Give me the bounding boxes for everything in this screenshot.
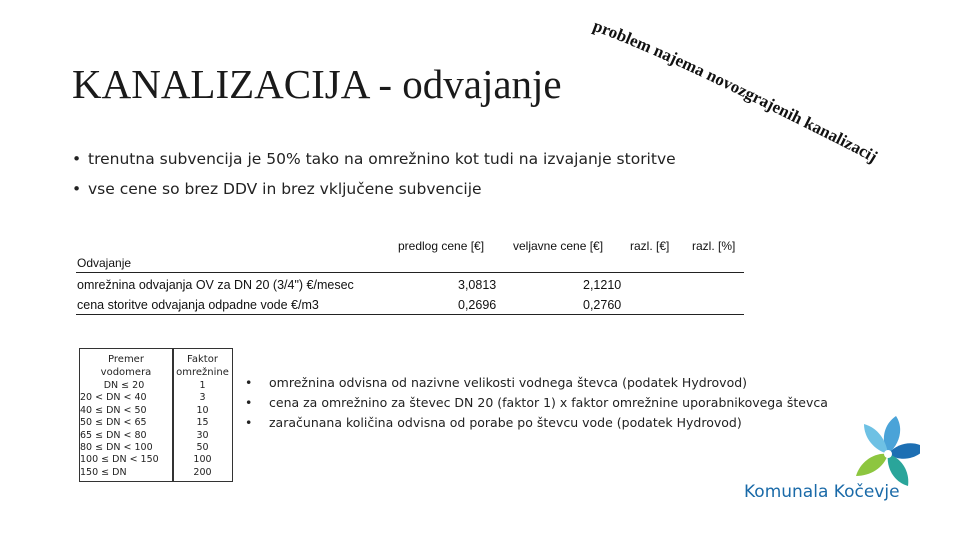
factor-row-value: 30 [196,429,209,441]
komunala-logo-icon [740,410,920,520]
header-veljavne: veljavne cene [€] [513,239,604,253]
factor-row-range: 150 ≤ DN [80,466,127,478]
section-label: Odvajanje [77,256,132,270]
bullet-icon: • [72,150,82,168]
bullet-item: • vse cene so brez DDV in brez vključene subvencije [72,180,482,198]
row-predlog: 3,0813 [458,278,497,292]
header-premer: Premer vodomera [100,354,152,378]
factor-row-range: 20 < DN < 40 [80,392,147,404]
table-divider [76,272,744,273]
row-label: omrežnina odvajanja OV za DN 20 (3/4") €/mesec [77,278,354,292]
bullet-icon: • [245,395,253,410]
table-divider [76,314,744,315]
factor-row-value: 200 [193,466,212,478]
row-label: cena storitve odvajanja odpadne vode €/m3 [77,298,319,312]
row-veljavne: 2,1210 [583,278,622,292]
note-item: • omrežnina odvisna od nazivne velikosti vodnega števca (podatek Hydrovod) [245,375,748,390]
note-item: • cena za omrežnino za števec DN 20 (faktor 1) x faktor omrežnine uporabnikovega števca [245,395,828,410]
bullet-item: • trenutna subvencija je 50% tako na omrežnino kot tudi na izvajanje storitve [72,150,676,168]
factor-row-value: 10 [196,404,209,416]
factor-row-range: DN ≤ 20 [103,380,145,391]
bullet-icon: • [72,180,82,198]
factor-row-range: 40 ≤ DN < 50 [80,404,147,416]
header-razl-pct: razl. [%] [692,239,736,253]
factor-row-value: 3 [199,392,206,404]
header-faktor: Faktor omrežnine [176,354,229,378]
row-veljavne: 0,2760 [583,298,622,312]
note-item: • zaračunana količina odvisna od porabe po števcu vode (podatek Hydrovod) [245,415,742,430]
factor-row-range: 80 ≤ DN < 100 [80,442,153,453]
factor-row-range: 65 ≤ DN < 80 [80,429,147,441]
row-predlog: 0,2696 [458,298,497,312]
bullet-icon: • [245,415,253,430]
factor-table [79,348,233,482]
factor-row-value: 50 [196,442,209,453]
header-predlog: predlog cene [€] [398,239,485,253]
factor-row-range: 100 ≤ DN < 150 [80,454,159,466]
curved-annotation-text: problem najema novozgrajenih kanalizacij [590,15,882,167]
bullet-icon: • [245,375,253,390]
svg-text:problem najema novozgrajenih k [591,16,881,166]
factor-row-range: 50 ≤ DN < 65 [80,417,147,429]
factor-row-value: 15 [196,417,209,429]
factor-row-value: 1 [199,380,206,391]
page-title: KANALIZACIJA - odvajanje [72,61,562,107]
logo-text: Komunala Kočevje [744,482,900,502]
header-razl-eur: razl. [€] [630,239,670,253]
factor-row-value: 100 [193,454,212,466]
